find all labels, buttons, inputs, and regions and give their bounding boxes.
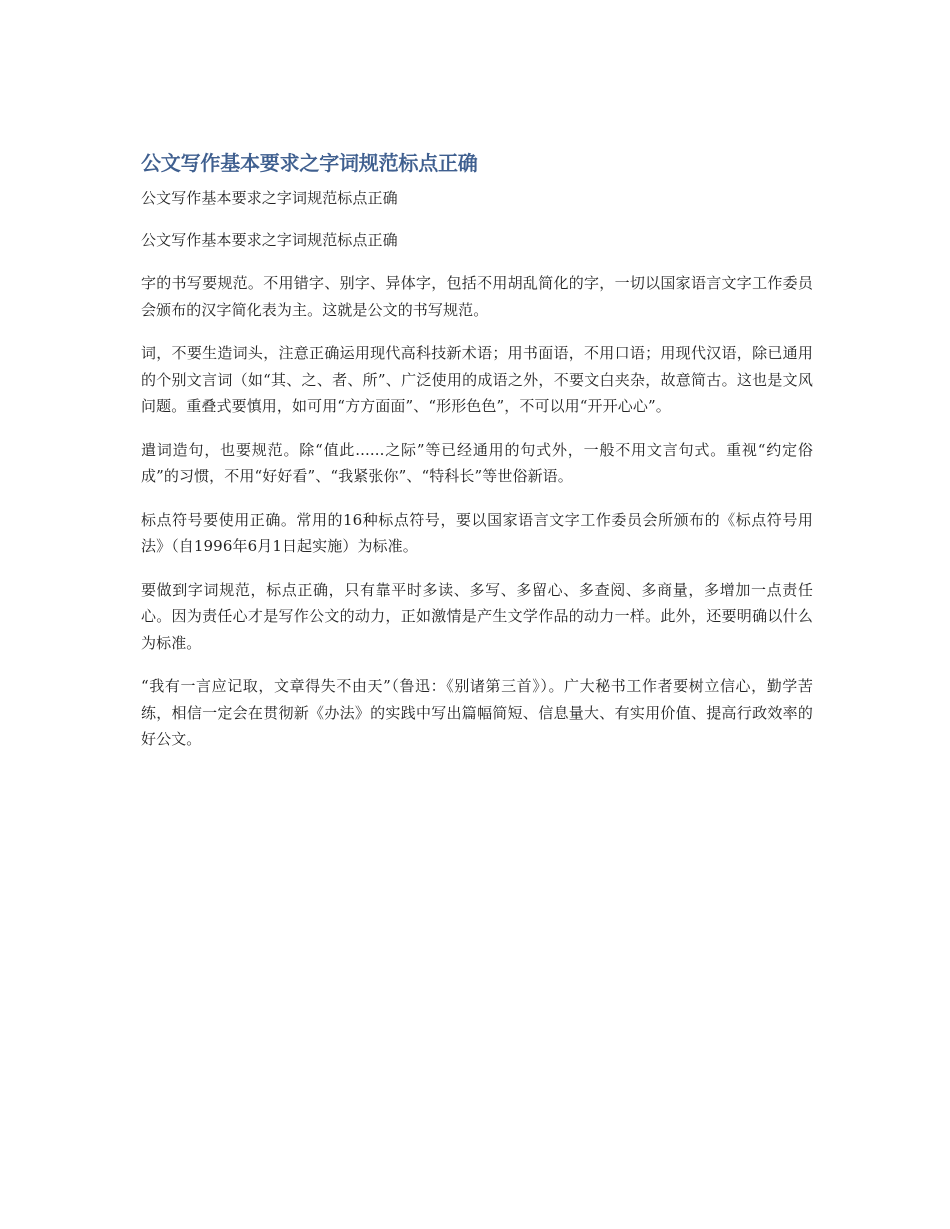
document-body <box>141 148 813 770</box>
subtitle-paragraph: 公文写作基本要求之字词规范标点正确 <box>141 189 398 207</box>
paragraph-sentence-structure: 遣词造句，也要规范。除“值此......之际”等已经通用的句式外，一般不用文言句式。重视“约定俗成”的习惯，不用“好好看”、“我紧张你”、“特科长”等世俗新语。 <box>141 440 813 485</box>
paragraph-punctuation: 标点符号要使用正确。常用的16种标点符号，要以国家语言文字工作委员会所颁布的《标点符号用法》（自1996年6月1日起实施）为标准。 <box>141 510 813 555</box>
paragraph-conclusion: “我有一言应记取，文章得失不由天”（鲁迅：《别诸第三首》）。广大秘书工作者要树立信心，勤学苦练，相信一定会在贯彻新《办法》的实践中写出篇幅简短、信息量大、有实用价值、提高行政效率的好公文。 <box>141 677 813 748</box>
intro-paragraph: 公文写作基本要求之字词规范标点正确 <box>141 230 398 249</box>
paragraph-how-to-achieve: 要做到字词规范，标点正确，只有靠平时多读、多写、多留心、多查阅、多商量，多增加一点责任心。因为责任心才是写作公文的动力，正如激情是产生文学作品的动力一样。此外，还要明确以什么为标准。 <box>141 580 813 652</box>
paragraph-character-writing: 字的书写要规范。不用错字、别字、异体字，包括不用胡乱简化的字，一切以国家语言文字工作委员会颁布的汉字简化表为主。这就是公文的书写规范。 <box>141 274 813 319</box>
document-title: 公文写作基本要求之字词规范标点正确 <box>141 151 478 175</box>
paragraph-word-usage: 词，不要生造词头，注意正确运用现代高科技新术语；用书面语，不用口语；用现代汉语，除已通用的个别文言词（如“其、之、者、所”、广泛使用的成语之外，不要文白夹杂，故意简古。这也是文风问题。重叠式要慎用，如可用“方方面面”、“形形色色”，不可以用“开开心心”。 <box>141 344 813 415</box>
